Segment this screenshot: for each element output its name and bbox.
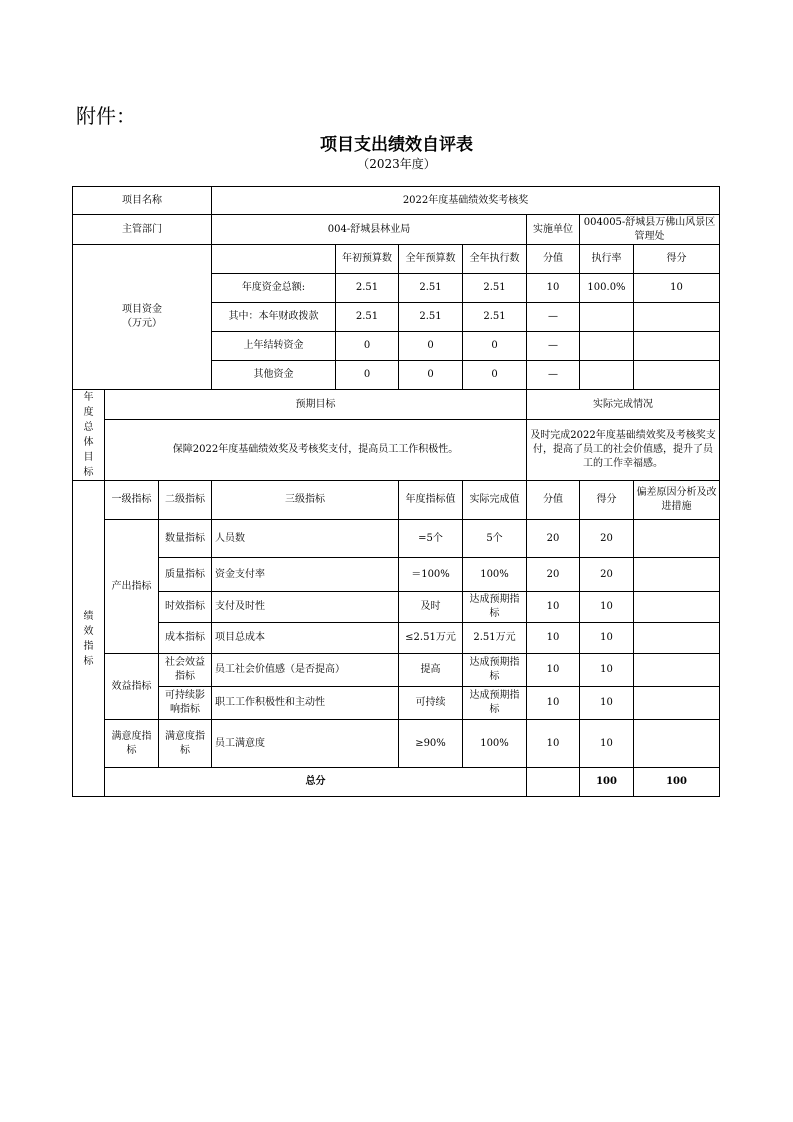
funds-budget-year: 0: [399, 332, 463, 361]
funds-executed: 2.51: [463, 303, 527, 332]
dept-row: [73, 215, 720, 245]
target-cell: 提高: [399, 654, 463, 687]
funds-score: [634, 332, 720, 361]
funds-rate: [580, 332, 634, 361]
header-level2: 二级指标: [159, 481, 212, 520]
funds-budget-init: 0: [336, 332, 399, 361]
level1-output: 产出指标: [105, 520, 159, 654]
level1-benefit: 效益指标: [105, 654, 159, 720]
dept-value: 004-舒城县林业局: [212, 215, 527, 245]
level3-cell: 支付及时性: [212, 592, 399, 623]
score-value-cell: 10: [527, 592, 580, 623]
target-cell: ≥90%: [399, 720, 463, 768]
target-cell: 及时: [399, 592, 463, 623]
deviation-cell: [634, 654, 720, 687]
funds-score: [634, 303, 720, 332]
total-score: 100: [634, 768, 720, 797]
funds-score-value: —: [527, 361, 580, 390]
indicators-label: [73, 481, 105, 797]
funds-row-label: 上年结转资金: [212, 332, 336, 361]
deviation-cell: [634, 687, 720, 720]
funds-header-executed: 全年执行数: [463, 245, 527, 274]
score-value-cell: 10: [527, 720, 580, 768]
project-name-value: 2022年度基础绩效奖考核奖: [212, 187, 720, 215]
indicator-row: [73, 720, 720, 768]
funds-score-value: 10: [527, 274, 580, 303]
indicator-row: [73, 558, 720, 592]
indicators-label-text: 绩效指标: [83, 610, 94, 667]
score-cell: 20: [580, 520, 634, 558]
level3-cell: 资金支付率: [212, 558, 399, 592]
funds-budget-init: 2.51: [336, 303, 399, 332]
target-cell: ≤2.51万元: [399, 623, 463, 654]
funds-budget-year: 0: [399, 361, 463, 390]
funds-header-score-value: 分值: [527, 245, 580, 274]
level2-cell: 质量指标: [159, 558, 212, 592]
score-value-cell: 10: [527, 654, 580, 687]
goals-expected-text: 保障2022年度基础绩效奖及考核奖支付，提高员工工作积极性。: [105, 420, 527, 481]
total-blank: [527, 768, 580, 797]
actual-cell: 100%: [463, 720, 527, 768]
score-cell: 10: [580, 654, 634, 687]
actual-cell: 达成预期指标: [463, 654, 527, 687]
level2-cell: 可持续影响指标: [159, 687, 212, 720]
performance-table: [72, 186, 720, 797]
deviation-cell: [634, 623, 720, 654]
level2-cell: 时效指标: [159, 592, 212, 623]
attachment-label: 附件：: [76, 104, 136, 128]
funds-budget-year: 2.51: [399, 303, 463, 332]
level3-cell: 员工满意度: [212, 720, 399, 768]
impl-unit-label: 实施单位: [527, 215, 580, 245]
level3-cell: 职工工作积极性和主动性: [212, 687, 399, 720]
funds-score: [634, 361, 720, 390]
score-value-cell: 20: [527, 520, 580, 558]
funds-score-value: —: [527, 303, 580, 332]
total-row: [73, 768, 720, 797]
actual-cell: 2.51万元: [463, 623, 527, 654]
target-cell: 可持续: [399, 687, 463, 720]
level2-cell: 成本指标: [159, 623, 212, 654]
funds-rate: [580, 303, 634, 332]
target-cell: ＝100%: [399, 558, 463, 592]
indicator-row: [73, 520, 720, 558]
impl-unit-value: 004005-舒城县万佛山风景区管理处: [580, 215, 720, 245]
goals-actual-text: 及时完成2022年度基础绩效奖及考核奖支付，提高了员工的社会价值感，提升了员工的工作幸福感。: [527, 420, 720, 481]
actual-cell: 5个: [463, 520, 527, 558]
header-level1: 一级指标: [105, 481, 159, 520]
indicator-row: [73, 623, 720, 654]
header-score: 得分: [580, 481, 634, 520]
funds-row-label: 年度资金总额:: [212, 274, 336, 303]
level2-cell: 满意度指标: [159, 720, 212, 768]
goals-content-row: [73, 420, 720, 481]
score-cell: 10: [580, 687, 634, 720]
indicator-row: [73, 687, 720, 720]
level3-cell: 人员数: [212, 520, 399, 558]
project-name-row: [73, 187, 720, 215]
page-title: 项目支出绩效自评表: [320, 135, 473, 155]
level3-cell: 员工社会价值感（是否提高）: [212, 654, 399, 687]
funds-executed: 0: [463, 361, 527, 390]
funds-header-row: [73, 245, 720, 274]
header-score-value: 分值: [527, 481, 580, 520]
funds-row-label: 其他资金: [212, 361, 336, 390]
score-cell: 10: [580, 592, 634, 623]
score-value-cell: 10: [527, 687, 580, 720]
goals-actual-header: 实际完成情况: [527, 390, 720, 420]
funds-score-value: —: [527, 332, 580, 361]
funds-header-score: 得分: [634, 245, 720, 274]
score-value-cell: 20: [527, 558, 580, 592]
score-cell: 20: [580, 558, 634, 592]
total-label: 总分: [105, 768, 527, 797]
year-subtitle: （2023年度）: [357, 157, 436, 171]
header-target: 年度指标值: [399, 481, 463, 520]
funds-label-text: 项目资金 （万元）: [122, 304, 162, 329]
deviation-cell: [634, 558, 720, 592]
funds-budget-init: 0: [336, 361, 399, 390]
score-cell: 10: [580, 720, 634, 768]
actual-cell: 达成预期指标: [463, 687, 527, 720]
funds-label: [73, 245, 212, 390]
actual-cell: 100%: [463, 558, 527, 592]
indicator-header-row: [73, 481, 720, 520]
funds-rate: 100.0%: [580, 274, 634, 303]
funds-executed: 0: [463, 332, 527, 361]
deviation-cell: [634, 520, 720, 558]
funds-header-budget-year: 全年预算数: [399, 245, 463, 274]
deviation-cell: [634, 720, 720, 768]
funds-executed: 2.51: [463, 274, 527, 303]
funds-header-rate: 执行率: [580, 245, 634, 274]
level3-cell: 项目总成本: [212, 623, 399, 654]
score-cell: 10: [580, 623, 634, 654]
level2-cell: 社会效益指标: [159, 654, 212, 687]
header-level3: 三级指标: [212, 481, 399, 520]
level2-cell: 数量指标: [159, 520, 212, 558]
funds-rate: [580, 361, 634, 390]
funds-header-budget-init: 年初预算数: [336, 245, 399, 274]
total-score-value: 100: [580, 768, 634, 797]
header-actual: 实际完成值: [463, 481, 527, 520]
funds-row-label: 其中：本年财政拨款: [212, 303, 336, 332]
funds-budget-init: 2.51: [336, 274, 399, 303]
header-deviation: 偏差原因分析及改进措施: [634, 481, 720, 520]
deviation-cell: [634, 592, 720, 623]
actual-cell: 达成预期指标: [463, 592, 527, 623]
funds-score: 10: [634, 274, 720, 303]
goals-expected-header: 预期目标: [105, 390, 527, 420]
score-value-cell: 10: [527, 623, 580, 654]
target-cell: =5个: [399, 520, 463, 558]
goals-label: [73, 390, 105, 481]
funds-header-blank: [212, 245, 336, 274]
indicator-row: [73, 592, 720, 623]
indicator-row: [73, 654, 720, 687]
level1-satisfaction: 满意度指标: [105, 720, 159, 768]
goals-header-row: [73, 390, 720, 420]
project-name-label: 项目名称: [73, 187, 212, 215]
dept-label: 主管部门: [73, 215, 212, 245]
funds-budget-year: 2.51: [399, 274, 463, 303]
goals-label-text: 年度总体目标: [83, 392, 94, 478]
